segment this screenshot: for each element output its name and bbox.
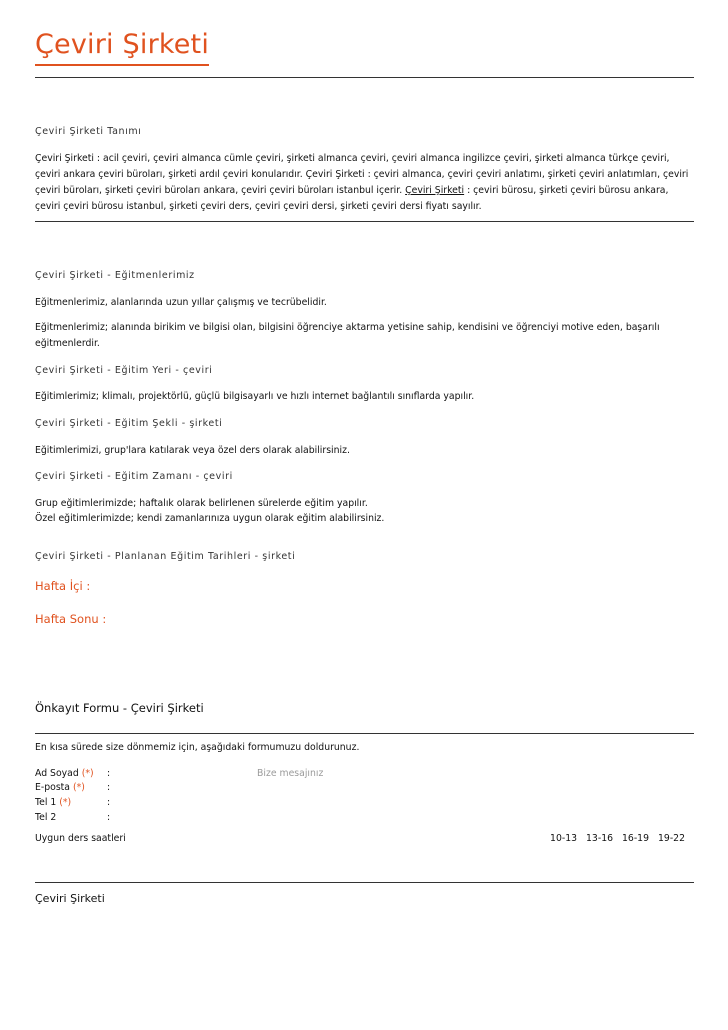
trainers-text-2: Eğitmenlerimiz; alanında birikim ve bilgisi olan, bilgisini öğrenciye aktarma yetisine sahip, kendisini ve öğrenciyi motive eden, başarılı eğitmenlerdir. — [35, 322, 660, 349]
footer-divider — [35, 882, 694, 883]
form-intro: En kısa sürede size dönmemiz için, aşağıdaki formumuzu doldurunuz. — [35, 742, 360, 753]
hour-option[interactable]: 13-16 — [586, 833, 614, 844]
email-label: E-posta (*) — [35, 782, 85, 793]
phone2-colon: : — [107, 812, 111, 823]
phone1-label: Tel 1 (*) — [35, 797, 72, 808]
form-row-phone1[interactable] — [35, 797, 694, 811]
trainers-text-1: Eğitmenlerimiz, alanlarında uzun yıllar çalışmış ve tecrübelidir. — [35, 297, 327, 308]
time-text-1: Grup eğitimlerimizde; haftalık olarak belirlenen sürelerde eğitim yapılır. — [35, 498, 368, 509]
name-colon: : — [107, 768, 111, 779]
time-heading: Çeviri Şirketi - Eğitim Zamanı - çeviri — [35, 471, 233, 482]
definition-heading: Çeviri Şirketi Tanımı — [35, 126, 142, 137]
place-text: Eğitimlerimiz; klimalı, projektörlü, güçlü bilgisayarlı ve hızlı internet bağlantılı sınıflarda yapılır. — [35, 391, 475, 402]
name-label: Ad Soyad (*) — [35, 768, 94, 779]
definition-text-start: Çeviri Şirketi : acil çeviri, çeviri almanca cümle çeviri, şirketi almanca çeviri, çeviri almanca ingilizce çeviri, şirketi almanca türkçe çeviri, çeviri ankara çeviri büroları, şirketi ardıl çeviri konularıdır. Çeviri Şirketi : çeviri almanca, çeviri çeviri anlatımı, şirketi çeviri anlatımları, çeviri çeviri büroları, şirketi çeviri büroları ankara, çeviri çeviri büroları istanbul içerir. — [35, 153, 689, 196]
phone1-colon: : — [107, 797, 111, 808]
weekday-label: Hafta İçi : — [35, 579, 91, 593]
header-divider — [35, 77, 694, 78]
format-text: Eğitimlerimizi, grup'lara katılarak veya özel ders olarak alabilirsiniz. — [35, 445, 350, 456]
dates-heading: Çeviri Şirketi - Planlanan Eğitim Tarihleri - şirketi — [35, 551, 296, 562]
definition-text-end: : çeviri bürosu, şirketi çeviri bürosu ankara, çeviri çeviri bürosu istanbul, şirketi çeviri ders, çeviri çeviri dersi, şirketi çeviri dersi fiyatı sayılır. — [35, 185, 669, 212]
message-textarea[interactable]: Bize mesajınız — [257, 768, 324, 779]
hour-option[interactable]: 10-13 — [550, 833, 578, 844]
definition-link[interactable]: Çeviri Şirketi — [405, 185, 465, 196]
definition-divider — [35, 221, 694, 222]
trainers-heading: Çeviri Şirketi - Eğitmenlerimiz — [35, 270, 195, 281]
form-row-phone2[interactable] — [35, 812, 694, 826]
form-row-name[interactable] — [35, 768, 694, 782]
form-title: Önkayıt Formu - Çeviri Şirketi — [35, 701, 204, 715]
footer-title[interactable]: Çeviri Şirketi — [35, 892, 105, 905]
site-title[interactable]: Çeviri Şirketi — [35, 28, 209, 66]
hours-options — [544, 833, 685, 844]
hours-label: Uygun ders saatleri — [35, 833, 126, 844]
form-divider — [35, 733, 694, 734]
time-text-2: Özel eğitimlerimizde; kendi zamanlarınıza uygun olarak eğitim alabilirsiniz. — [35, 513, 385, 524]
format-heading: Çeviri Şirketi - Eğitim Şekli - şirketi — [35, 418, 223, 429]
email-colon: : — [107, 782, 111, 793]
weekend-label: Hafta Sonu : — [35, 612, 107, 626]
form-row-hours — [35, 833, 694, 847]
hour-option[interactable]: 16-19 — [622, 833, 650, 844]
hour-option[interactable]: 19-22 — [657, 833, 685, 844]
place-heading: Çeviri Şirketi - Eğitim Yeri - çeviri — [35, 365, 213, 376]
phone2-label: Tel 2 — [35, 812, 57, 823]
form-row-email[interactable] — [35, 782, 694, 796]
definition-text — [35, 151, 694, 215]
